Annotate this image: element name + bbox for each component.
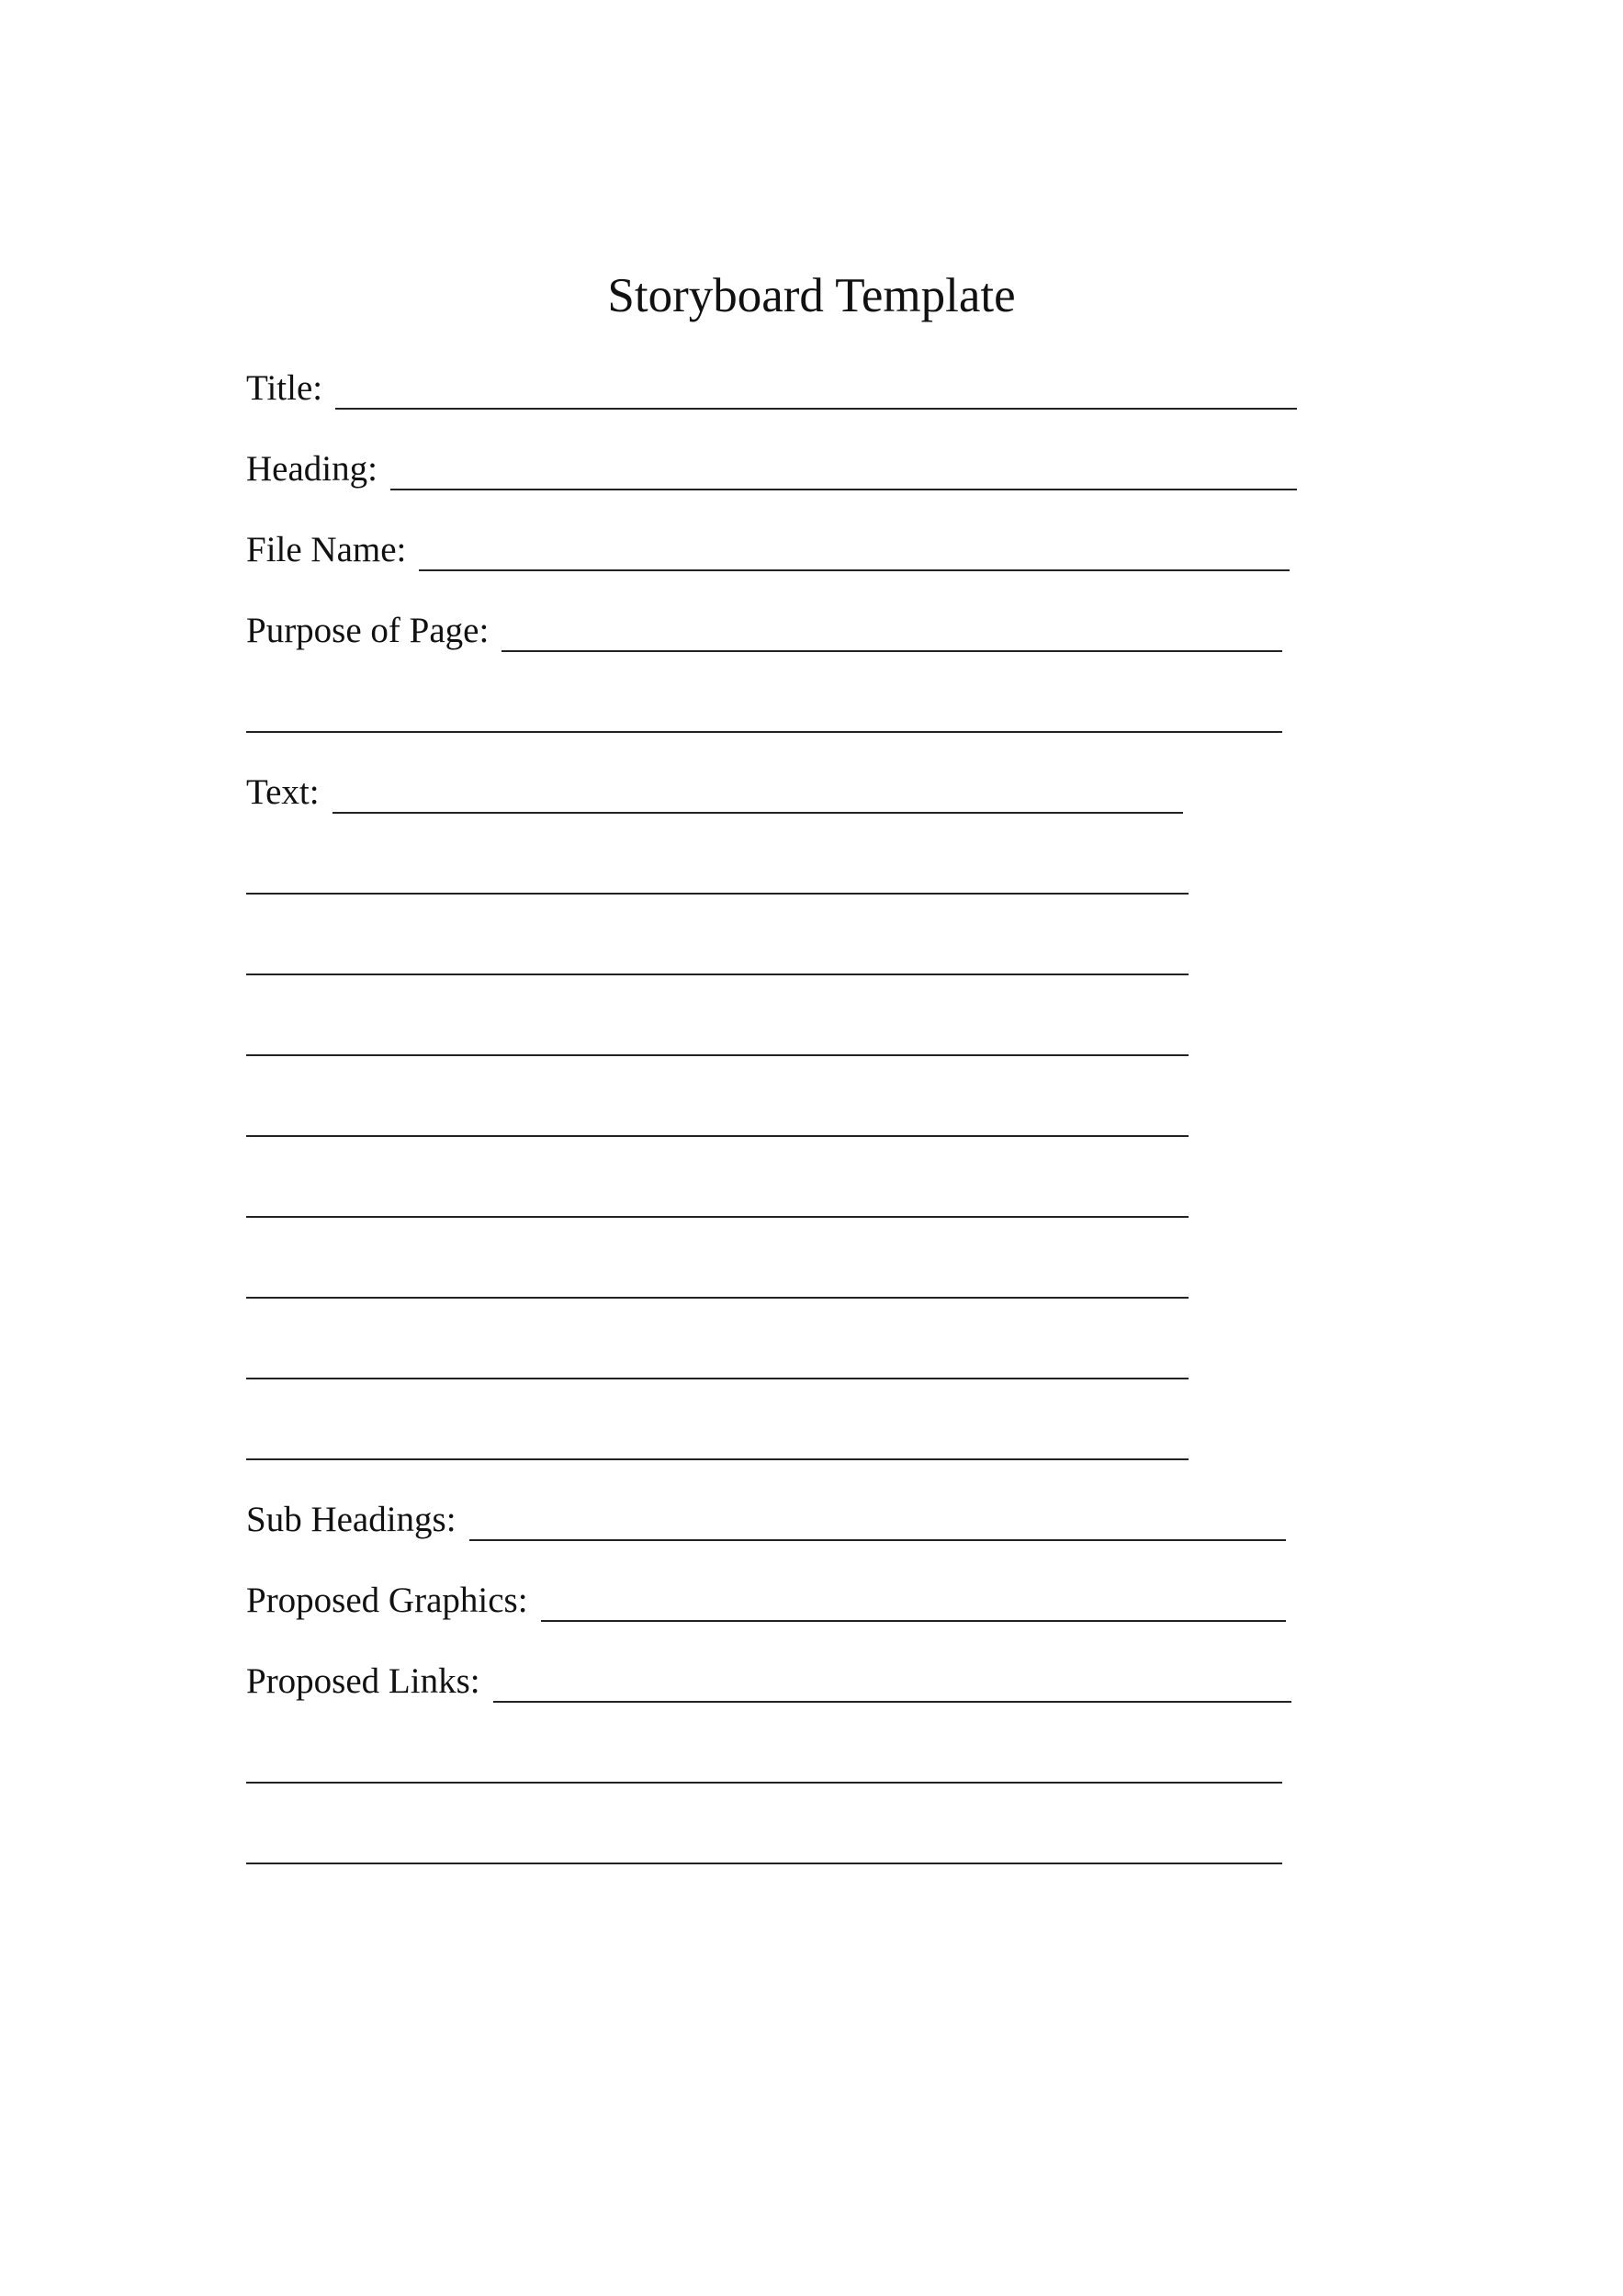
text-continuation-line[interactable]	[246, 893, 1189, 895]
proposed-links-blank-line[interactable]	[493, 1701, 1291, 1703]
heading-blank-line[interactable]	[390, 489, 1297, 490]
sub-headings-label: Sub Headings:	[246, 1500, 456, 1539]
purpose-blank-line[interactable]	[502, 650, 1282, 652]
proposed-graphics-label: Proposed Graphics:	[246, 1581, 528, 1620]
title-label: Title:	[246, 368, 323, 408]
proposed-graphics-blank-line[interactable]	[541, 1620, 1286, 1622]
page-title: Storyboard Template	[607, 269, 1016, 322]
text-continuation-line[interactable]	[246, 1216, 1189, 1218]
purpose-continuation-line[interactable]	[246, 731, 1282, 733]
text-continuation-line[interactable]	[246, 1458, 1189, 1460]
text-continuation-line[interactable]	[246, 1297, 1189, 1299]
file-name-label: File Name:	[246, 530, 407, 569]
proposed-links-field	[246, 1657, 1291, 1703]
proposed-links-continuation-line[interactable]	[246, 1782, 1282, 1784]
sub-headings-field	[246, 1495, 1286, 1541]
text-continuation-line[interactable]	[246, 1378, 1189, 1379]
text-continuation-line[interactable]	[246, 1135, 1189, 1137]
purpose-label: Purpose of Page:	[246, 611, 490, 650]
title-field	[246, 364, 1297, 410]
proposed-graphics-field	[246, 1576, 1286, 1622]
proposed-links-label: Proposed Links:	[246, 1661, 480, 1701]
purpose-field	[246, 606, 1282, 652]
file-name-field	[246, 525, 1290, 571]
file-name-blank-line[interactable]	[419, 569, 1290, 571]
text-label: Text:	[246, 772, 320, 812]
text-field	[246, 768, 1183, 814]
text-continuation-line[interactable]	[246, 974, 1189, 975]
sub-headings-blank-line[interactable]	[469, 1539, 1286, 1541]
heading-field	[246, 445, 1297, 490]
text-blank-line[interactable]	[332, 812, 1183, 814]
text-continuation-line[interactable]	[246, 1054, 1189, 1056]
proposed-links-continuation-line[interactable]	[246, 1863, 1282, 1864]
heading-label: Heading:	[246, 449, 378, 489]
title-blank-line[interactable]	[335, 408, 1297, 410]
